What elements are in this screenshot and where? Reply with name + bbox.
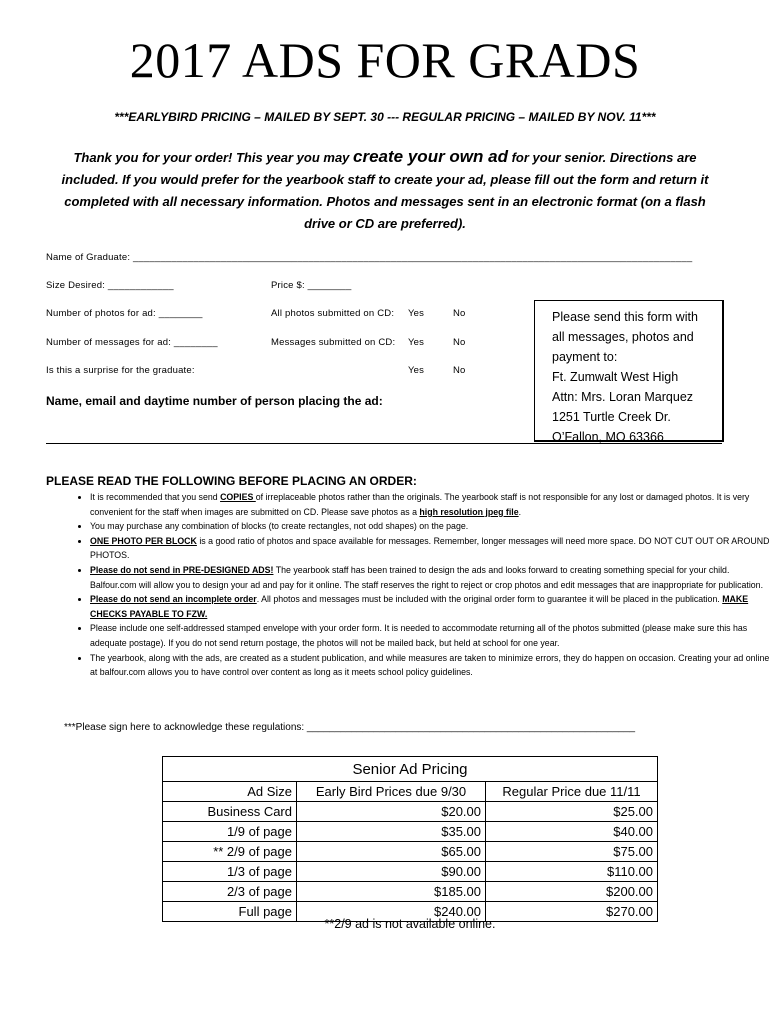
address-line: Please send this form with [552, 310, 698, 324]
surprise-no[interactable]: No [453, 365, 466, 376]
early-price-cell: $240.00 [297, 902, 486, 922]
messages-cd-label: Messages submitted on CD: [271, 337, 396, 348]
regular-price-cell: $40.00 [486, 822, 658, 842]
intro-emphasis: create your own ad [353, 147, 508, 166]
ad-size-cell: 2/3 of page [163, 882, 297, 902]
table-row [163, 822, 658, 842]
intro-part2: for your senior. Directions are included. If you would prefer for the yearbook staff to create your ad, please fill out the form and return it completed with all necessary information. Photos and messages sent in an electronic format (on a flash drive or CD are preferred). [61, 150, 709, 231]
rule-emphasis: Please do not send an incomplete order [90, 594, 257, 605]
header-regular: Regular Price due 11/11 [486, 782, 658, 802]
table-row [163, 862, 658, 882]
address-line: Ft. Zumwalt West High [552, 370, 679, 384]
messages-cd-yes[interactable]: Yes [408, 337, 425, 348]
intro-paragraph [48, 146, 722, 235]
rule-text: It is recommended that you send [90, 492, 221, 502]
rule-text: . [518, 506, 522, 517]
address-line: Attn: Mrs. Loran Marquez [552, 390, 694, 404]
rule-item [90, 651, 770, 680]
address-line: all messages, photos and [552, 330, 694, 344]
rule-text: Please include one self-addressed stamped envelope with your order form. It is needed to accommodate returning all of the photos submitted (please make sure this has adequate postage). If you do not send return postage, the photos will not be mailed back, but held at school for one year. [90, 623, 748, 648]
rule-emphasis: ONE PHOTO PER BLOCK [90, 535, 197, 546]
rule-text: . All photos and messages must be included with the original order form to guarantee it will be placed in the publication. [256, 594, 723, 605]
regular-price-cell: $25.00 [486, 802, 658, 822]
intro-part1: Thank you for your order! This year you may [73, 150, 354, 165]
rule-item [90, 621, 770, 650]
rule-item [90, 592, 770, 621]
ad-size-cell: ** 2/9 of page [163, 842, 297, 862]
photos-cd-yes[interactable]: Yes [408, 308, 425, 319]
address-line: 1251 Turtle Creek Dr. [552, 410, 671, 424]
mailing-address-box [534, 300, 724, 442]
photos-count-field[interactable]: Number of photos for ad: ________ [46, 308, 203, 319]
surprise-label: Is this a surprise for the graduate: [46, 365, 195, 376]
table-row [163, 882, 658, 902]
ad-size-cell: 1/9 of page [163, 822, 297, 842]
ad-size-cell: Business Card [163, 802, 297, 822]
address-line: O’Fallon, MO 63366 [552, 430, 664, 444]
signature-line[interactable]: ***Please sign here to acknowledge these regulations: ___________________________________________________________ [64, 722, 636, 733]
placer-label: Name, email and daytime number of person placing the ad: [46, 394, 383, 408]
messages-count-field[interactable]: Number of messages for ad: ________ [46, 337, 218, 348]
address-line: payment to: [552, 350, 618, 364]
ad-size-cell: Full page [163, 902, 297, 922]
early-price-cell: $20.00 [297, 802, 486, 822]
rule-emphasis: COPIES [220, 492, 256, 502]
rule-text: The yearbook staff has been trained to design the ads and looks forward to creating something special for your child. Balfour.com will allow you to design your ad and pay for it online. The staff reserves the right to reject or crop photos and edit messages that are inappropriate for publication. [90, 564, 764, 590]
early-price-cell: $90.00 [297, 862, 486, 882]
rule-text: The yearbook, along with the ads, are created as a student publication, and while measures are taken to minimize errors, they do happen on occasion. Creating your ad online at balfour.com allows you to have control over content as long as it meets school policy guidelines. [90, 652, 770, 678]
price-field[interactable]: Price $: ________ [271, 280, 352, 291]
rule-text: is a good ratio of photos and space available for messages. Remember, longer messages will need more space. DO NOT CUT OUT OR AROUND PHOTOS. [90, 535, 770, 561]
page-title: 2017 ADS FOR GRADS [129, 32, 641, 88]
rule-item [90, 519, 770, 534]
regular-price-cell: $110.00 [486, 862, 658, 882]
pricing-deadlines: ***EARLYBIRD PRICING – MAILED BY SEPT. 30 --- REGULAR PRICING – MAILED BY NOV. 11*** [114, 110, 656, 124]
header-early-bird: Early Bird Prices due 9/30 [297, 782, 486, 802]
header-ad-size: Ad Size [163, 782, 297, 802]
rule-emphasis: high resolution jpeg file [419, 506, 519, 517]
pricing-note: **2/9 ad is not available online. [324, 917, 496, 931]
rule-emphasis: Please do not send in PRE-DESIGNED ADS! [90, 564, 274, 575]
pricing-table [162, 756, 658, 922]
rule-text: of irreplaceable photos rather than the originals. The yearbook staff is not responsible for any lost or damaged photos. It is very convenient for the staff when images are submitted on CD. Please save photos as a [90, 492, 750, 517]
rule-emphasis: MAKE CHECKS PAYABLE TO FZW. [90, 594, 749, 619]
regular-price-cell: $75.00 [486, 842, 658, 862]
graduate-name-field[interactable]: Name of Graduate: ______________________________________________________________________________________________________ [46, 252, 693, 263]
photos-cd-label: All photos submitted on CD: [271, 308, 395, 319]
early-price-cell: $65.00 [297, 842, 486, 862]
rules-list [46, 490, 770, 680]
surprise-yes[interactable]: Yes [408, 365, 425, 376]
ad-size-cell: 1/3 of page [163, 862, 297, 882]
regular-price-cell: $270.00 [486, 902, 658, 922]
early-price-cell: $35.00 [297, 822, 486, 842]
rule-text: You may purchase any combination of blocks (to create rectangles, not odd shapes) on the page. [90, 521, 469, 532]
rules-heading: PLEASE READ THE FOLLOWING BEFORE PLACING AN ORDER: [46, 474, 417, 488]
regular-price-cell: $200.00 [486, 882, 658, 902]
early-price-cell: $185.00 [297, 882, 486, 902]
photos-cd-no[interactable]: No [453, 308, 466, 319]
size-desired-field[interactable]: Size Desired: ____________ [46, 280, 174, 291]
rule-item [90, 490, 770, 519]
messages-cd-no[interactable]: No [453, 337, 466, 348]
table-row [163, 802, 658, 822]
pricing-table-title: Senior Ad Pricing [163, 757, 658, 782]
rule-item [90, 563, 770, 592]
rule-item [90, 534, 770, 563]
table-row [163, 842, 658, 862]
